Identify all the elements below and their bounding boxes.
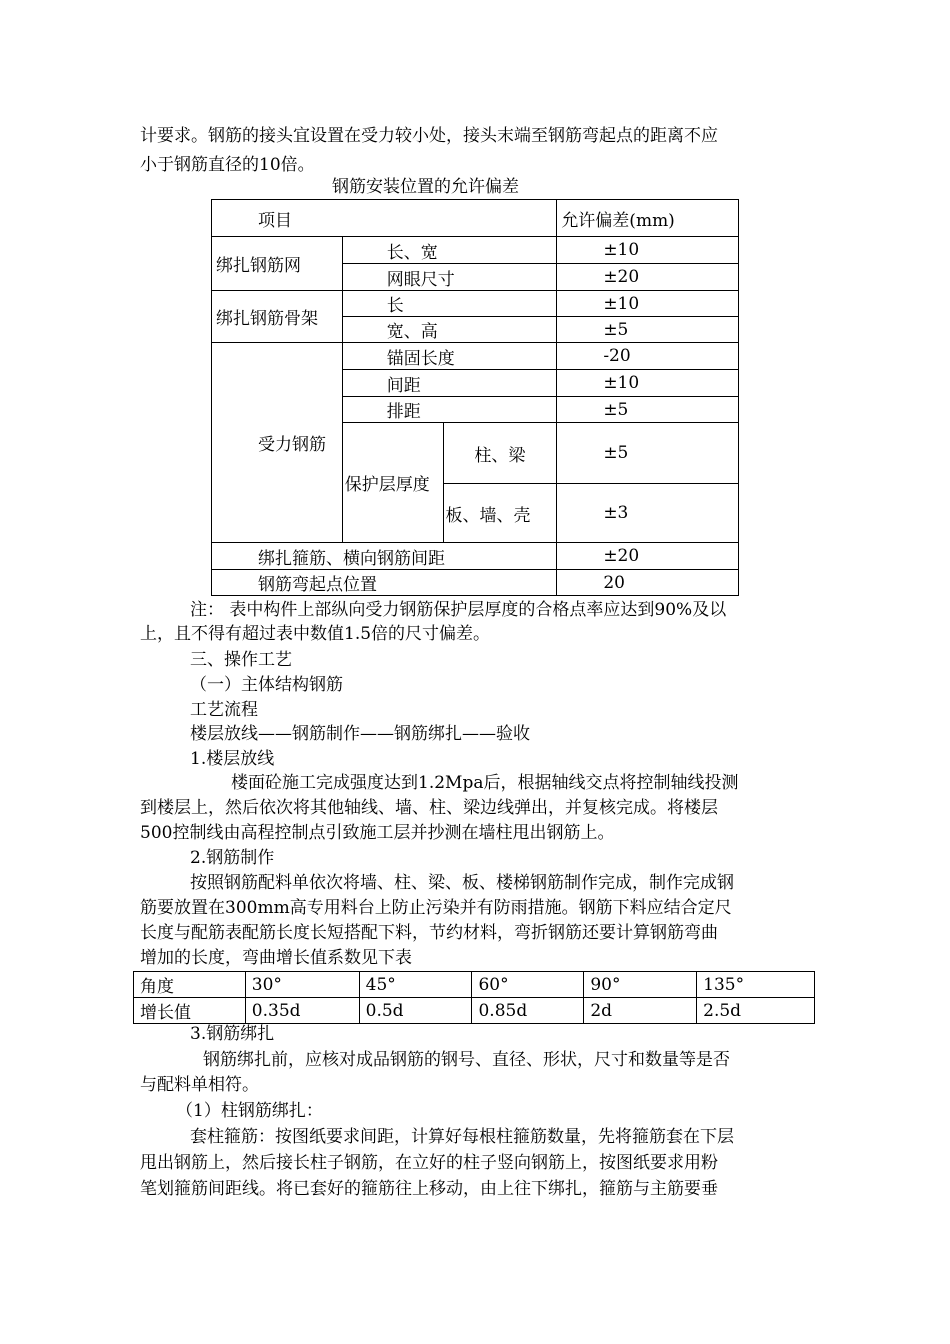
paragraph-line: 小于钢筋直径的10倍。	[140, 155, 315, 175]
section-heading: 三、操作工艺	[190, 650, 292, 670]
cell-tolerance: ±10	[557, 237, 739, 264]
cell-tolerance: ±5	[557, 317, 739, 343]
subsection-heading: （1）柱钢筋绑扎：	[176, 1101, 323, 1121]
note-line: 上，且不得有超过表中数值1.5倍的尺寸偏差。	[140, 624, 491, 644]
group-label: 绑扎钢筋骨架	[212, 291, 343, 343]
cell-tolerance: ±10	[557, 370, 739, 397]
cell-item: 钢筋弯起点位置	[212, 570, 557, 596]
note-line: 注： 表中构件上部纵向受力钢筋保护层厚度的合格点率应达到90%及以	[190, 600, 727, 620]
table-title: 钢筋安装位置的允许偏差	[332, 177, 519, 197]
paragraph-line: 筋要放置在300mm高专用料台上防止污染并有防雨措施。钢筋下料应结合定尺	[140, 898, 732, 918]
paragraph-line: 与配料单相符。	[140, 1075, 259, 1095]
table-cell: 增长值	[134, 998, 246, 1024]
step-heading: 1.楼层放线	[190, 749, 275, 769]
cell-item: 绑扎箍筋、横向钢筋间距	[212, 543, 557, 570]
paragraph-line: 到楼层上，然后依次将其他轴线、墙、柱、梁边线弹出，并复核完成。将楼层	[140, 798, 718, 818]
table-cell: 2.5d	[697, 998, 815, 1024]
cover-thickness-label: 保护层厚度	[342, 423, 443, 543]
cell-tolerance: ±3	[557, 484, 739, 543]
paragraph-line: 楼面砼施工完成强度达到1.2Mpa后，根据轴线交点将控制轴线投测	[231, 773, 739, 793]
table-header-cell: 90°	[584, 972, 697, 998]
cell-item: 柱、梁	[443, 423, 557, 484]
header-tolerance: 允许偏差(mm)	[557, 200, 739, 237]
flow-title: 工艺流程	[190, 700, 258, 720]
group-label: 绑扎钢筋网	[212, 237, 343, 291]
tolerance-table	[211, 199, 739, 596]
paragraph-line: 套柱箍筋：按图纸要求间距，计算好每根柱箍筋数量，先将箍筋套在下层	[190, 1127, 734, 1147]
table-header-cell: 135°	[697, 972, 815, 998]
cell-tolerance: 20	[557, 570, 739, 596]
cell-item: 排距	[342, 397, 557, 423]
cell-item: 长、宽	[342, 237, 557, 264]
bend-increase-table	[133, 971, 815, 1024]
table-cell: 0.5d	[359, 998, 472, 1024]
cell-item: 网眼尺寸	[342, 264, 557, 291]
header-item: 项目	[212, 200, 557, 237]
cell-tolerance: ±20	[557, 543, 739, 570]
step-heading: 2.钢筋制作	[190, 848, 275, 868]
flow-steps: 楼层放线——钢筋制作——钢筋绑扎——验收	[190, 724, 530, 744]
paragraph-line: 钢筋绑扎前，应核对成品钢筋的钢号、直径、形状，尺寸和数量等是否	[203, 1050, 730, 1070]
cell-item: 锚固长度	[342, 343, 557, 370]
table-cell: 2d	[584, 998, 697, 1024]
paragraph-line: 增加的长度，弯曲增长值系数见下表	[140, 948, 412, 968]
table-cell: 0.85d	[472, 998, 584, 1024]
cell-tolerance: ±5	[557, 423, 739, 484]
cell-tolerance: ±20	[557, 264, 739, 291]
table-header-cell: 60°	[472, 972, 584, 998]
cell-item: 板、墙、壳	[443, 484, 557, 543]
table-header-cell: 角度	[134, 972, 246, 998]
cell-item: 长	[342, 291, 557, 317]
table-header-cell: 30°	[245, 972, 359, 998]
subsection-heading: （一）主体结构钢筋	[190, 675, 343, 695]
cell-tolerance: ±10	[557, 291, 739, 317]
paragraph-line: 500控制线由高程控制点引致施工层并抄测在墙柱甩出钢筋上。	[140, 823, 615, 843]
table-cell: 0.35d	[245, 998, 359, 1024]
table-header-cell: 45°	[359, 972, 472, 998]
step-heading: 3.钢筋绑扎	[190, 1024, 275, 1044]
cell-item: 宽、高	[342, 317, 557, 343]
group-label: 受力钢筋	[212, 343, 343, 543]
cell-item: 间距	[342, 370, 557, 397]
cell-tolerance: -20	[557, 343, 739, 370]
paragraph-line: 甩出钢筋上，然后接长柱子钢筋，在立好的柱子竖向钢筋上，按图纸要求用粉	[140, 1153, 718, 1173]
cell-tolerance: ±5	[557, 397, 739, 423]
paragraph-line: 计要求。钢筋的接头宜设置在受力较小处，接头末端至钢筋弯起点的距离不应	[140, 126, 718, 146]
paragraph-line: 笔划箍筋间距线。将已套好的箍筋往上移动，由上往下绑扎，箍筋与主筋要垂	[140, 1179, 718, 1199]
paragraph-line: 按照钢筋配料单依次将墙、柱、梁、板、楼梯钢筋制作完成，制作完成钢	[190, 873, 734, 893]
paragraph-line: 长度与配筋表配筋长度长短搭配下料，节约材料，弯折钢筋还要计算钢筋弯曲	[140, 923, 718, 943]
